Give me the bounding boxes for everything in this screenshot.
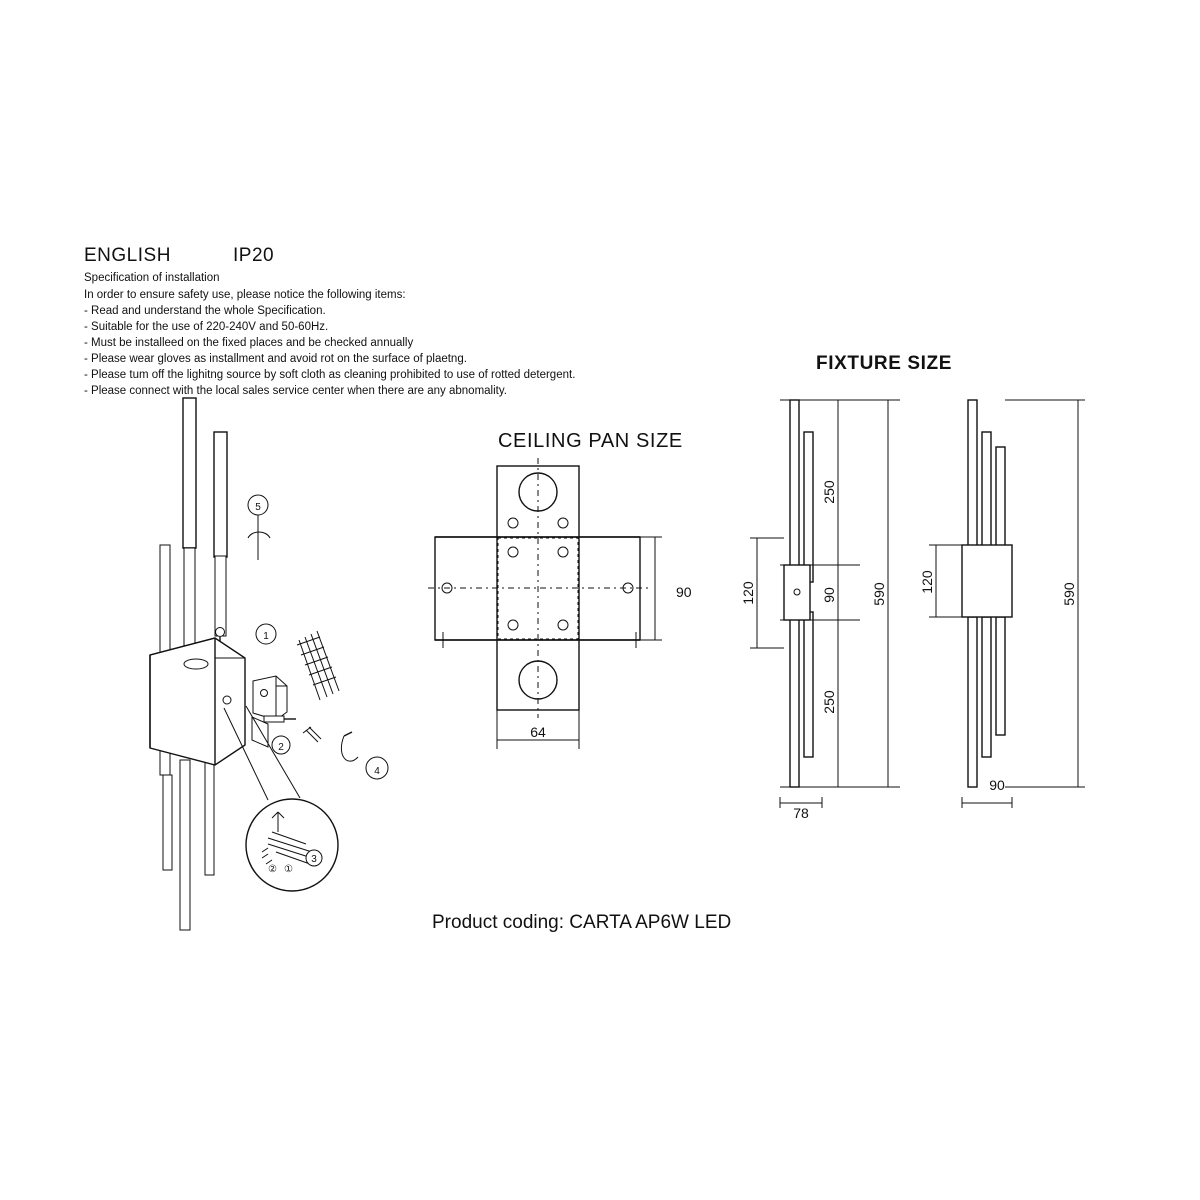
ceiling-pan-width-dim: 64 — [530, 724, 546, 740]
spec-bullet-5: - Please tum off the lighitng source by soft cloth as cleaning prohibited to use of rotted detergent. — [84, 369, 576, 381]
ceiling-pan-height-dim: 90 — [676, 584, 692, 600]
product-coding-label: Product coding: CARTA AP6W LED — [432, 912, 732, 933]
spec-bullet-4: - Please wear gloves as installment and avoid rot on the surface of plaetng. — [84, 353, 467, 365]
specification-intro: In order to ensure safety use, please notice the following items: — [84, 289, 406, 301]
detail-label-2: ② — [268, 864, 277, 875]
language-label: ENGLISH — [84, 245, 171, 266]
specification-title: Specification of installation — [84, 272, 220, 284]
spec-bullet-6: - Please connect with the local sales service center when there are any abnomality. — [84, 385, 507, 397]
ceiling-pan-size-title: CEILING PAN SIZE — [498, 430, 683, 452]
callout-3-text: 3 — [311, 854, 317, 865]
callout-5-text: 5 — [255, 502, 261, 513]
side-box-height-dim: 120 — [919, 570, 935, 594]
front-box-height-dim: 120 — [740, 581, 756, 605]
callout-1-text: 1 — [263, 631, 269, 642]
front-top-dim: 250 — [821, 480, 837, 504]
spec-bullet-2: - Suitable for the use of 220-240V and 50-60Hz. — [84, 321, 329, 333]
front-bottom-dim: 250 — [821, 690, 837, 714]
callout-4-text: 4 — [374, 766, 380, 777]
front-total-dim: 590 — [871, 582, 887, 606]
front-width-dim: 78 — [793, 805, 809, 821]
fixture-size-title: FIXTURE SIZE — [816, 353, 952, 374]
spec-bullet-1: - Read and understand the whole Specification. — [84, 305, 326, 317]
side-total-dim: 590 — [1061, 582, 1077, 606]
detail-label-1b: ① — [284, 864, 293, 875]
front-mid-dim: 90 — [821, 587, 837, 603]
callout-2-text: 2 — [278, 742, 284, 753]
spec-bullet-3: - Must be installeed on the fixed places and be checked annually — [84, 337, 414, 349]
side-depth-dim: 90 — [989, 777, 1005, 793]
ip-rating-label: IP20 — [233, 245, 275, 266]
